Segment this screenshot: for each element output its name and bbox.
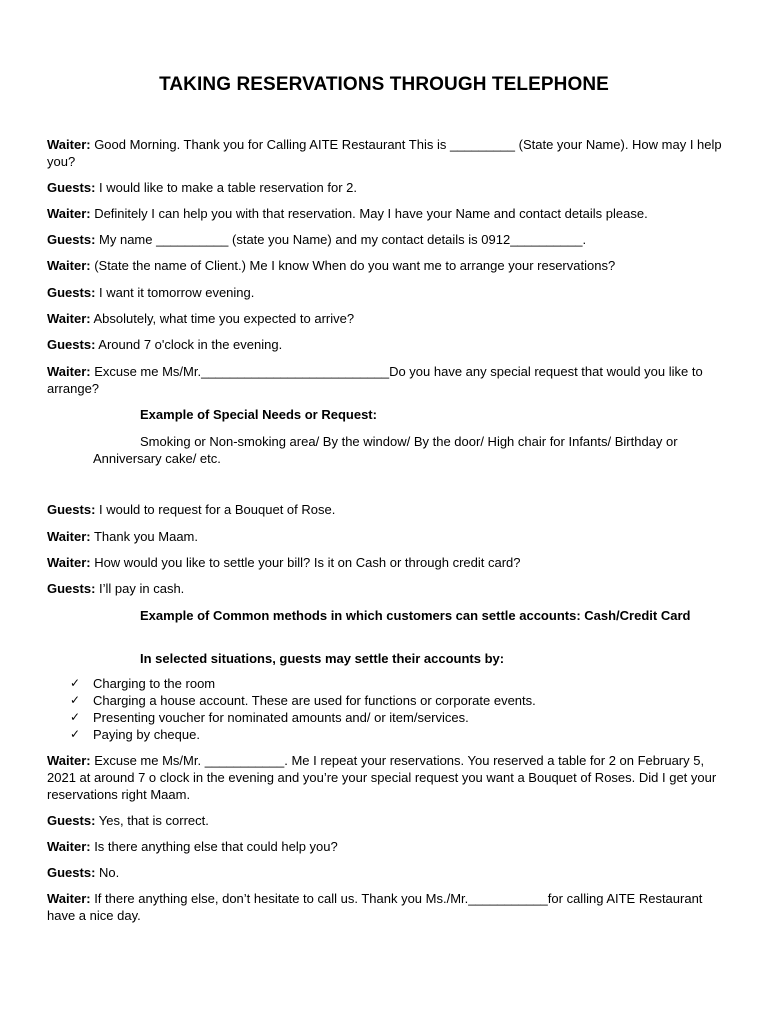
check-icon: ✓ xyxy=(70,676,81,690)
speaker-label: Waiter: xyxy=(47,555,91,570)
dialogue-text: I would to request for a Bouquet of Rose. xyxy=(95,502,336,517)
settlement-subheading: In selected situations, guests may settle their accounts by: xyxy=(140,651,505,666)
speaker-label: Waiter: xyxy=(47,891,91,906)
dialogue-line xyxy=(47,752,727,803)
dialogue-text: How would you like to settle your bill? Is it on Cash or through credit card? xyxy=(90,555,521,570)
speaker-label: Waiter: xyxy=(47,529,91,544)
list-item-text: Presenting voucher for nominated amounts and/ or item/services. xyxy=(93,710,469,725)
list-item-text: Paying by cheque. xyxy=(93,727,200,742)
dialogue-line xyxy=(47,838,727,855)
dialogue-text: Around 7 o'clock in the evening. xyxy=(95,337,283,352)
dialogue-text: (State the name of Client.) Me I know When do you want me to arrange your reservations? xyxy=(90,258,616,273)
list-item-text: Charging a house account. These are used for functions or corporate events. xyxy=(93,693,536,708)
dialogue-line xyxy=(47,179,727,196)
dialogue-text: Absolutely, what time you expected to arrive? xyxy=(90,311,355,326)
speaker-label: Waiter: xyxy=(47,839,91,854)
check-icon: ✓ xyxy=(70,710,81,724)
list-item xyxy=(70,675,536,692)
speaker-label: Waiter: xyxy=(47,137,91,152)
speaker-label: Waiter: xyxy=(47,258,91,273)
speaker-label: Guests: xyxy=(47,865,96,880)
list-item-text: Charging to the room xyxy=(93,676,216,691)
list-item xyxy=(70,709,536,726)
dialogue-line xyxy=(47,284,727,301)
dialogue-text: If there anything else, don’t hesitate to call us. Thank you Ms./Mr.___________for calling AITE Restaurant have a nice day. xyxy=(47,891,703,923)
dialogue-line xyxy=(47,310,727,327)
dialogue-line xyxy=(47,231,727,248)
dialogue-line xyxy=(47,257,727,274)
dialogue-line xyxy=(47,580,727,597)
speaker-label: Guests: xyxy=(47,232,96,247)
speaker-label: Waiter: xyxy=(47,311,91,326)
settlement-heading: Example of Common methods in which customers can settle accounts: Cash/Credit Card xyxy=(140,608,691,623)
dialogue-text: No. xyxy=(95,865,120,880)
dialogue-line xyxy=(47,890,727,924)
dialogue-line xyxy=(47,554,727,571)
list-item xyxy=(70,726,536,743)
dialogue-text: I want it tomorrow evening. xyxy=(95,285,255,300)
speaker-label: Guests: xyxy=(47,285,96,300)
check-icon: ✓ xyxy=(70,693,81,707)
dialogue-text: I’ll pay in cash. xyxy=(95,581,185,596)
list-item xyxy=(70,692,536,709)
special-needs-text: Smoking or Non-smoking area/ By the window/ By the door/ High chair for Infants/ Birthday or Anniversary cake/ etc. xyxy=(93,434,678,466)
speaker-label: Waiter: xyxy=(47,206,91,221)
dialogue-line xyxy=(47,136,727,170)
dialogue-line xyxy=(47,528,727,545)
dialogue-text: Excuse me Ms/Mr. ___________. Me I repeat your reservations. You reserved a table for 2 on February 5, 2021 at around 7 o clock in the evening and you’re your special request you want a Bouquet of Roses. Did I get your reservations right Maam. xyxy=(47,753,717,802)
page-title: TAKING RESERVATIONS THROUGH TELEPHONE xyxy=(159,74,609,95)
dialogue-line xyxy=(47,363,727,397)
dialogue-text: Is there anything else that could help you? xyxy=(90,839,338,854)
dialogue-line xyxy=(47,501,727,518)
dialogue-text: Thank you Maam. xyxy=(90,529,198,544)
dialogue-text: Yes, that is correct. xyxy=(95,813,209,828)
dialogue-text: Excuse me Ms/Mr.__________________________Do you have any special request that would you like to arrange? xyxy=(47,364,703,396)
speaker-label: Guests: xyxy=(47,180,96,195)
dialogue-text: Definitely I can help you with that reservation. May I have your Name and contact details please. xyxy=(90,206,648,221)
speaker-label: Waiter: xyxy=(47,753,91,768)
speaker-label: Guests: xyxy=(47,502,96,517)
speaker-label: Guests: xyxy=(47,581,96,596)
dialogue-line xyxy=(47,812,727,829)
check-icon: ✓ xyxy=(70,727,81,741)
dialogue-line xyxy=(47,864,727,881)
special-needs-heading: Example of Special Needs or Request: xyxy=(140,407,377,422)
dialogue-text: Good Morning. Thank you for Calling AITE Restaurant This is _________ (State your Name). How may I help you? xyxy=(47,137,722,169)
dialogue-line xyxy=(47,205,727,222)
speaker-label: Guests: xyxy=(47,813,96,828)
settlement-list xyxy=(70,675,536,743)
dialogue-line xyxy=(47,336,727,353)
dialogue-text: I would like to make a table reservation for 2. xyxy=(95,180,357,195)
speaker-label: Guests: xyxy=(47,337,96,352)
dialogue-text: My name __________ (state you Name) and my contact details is 0912__________. xyxy=(95,232,587,247)
speaker-label: Waiter: xyxy=(47,364,91,379)
